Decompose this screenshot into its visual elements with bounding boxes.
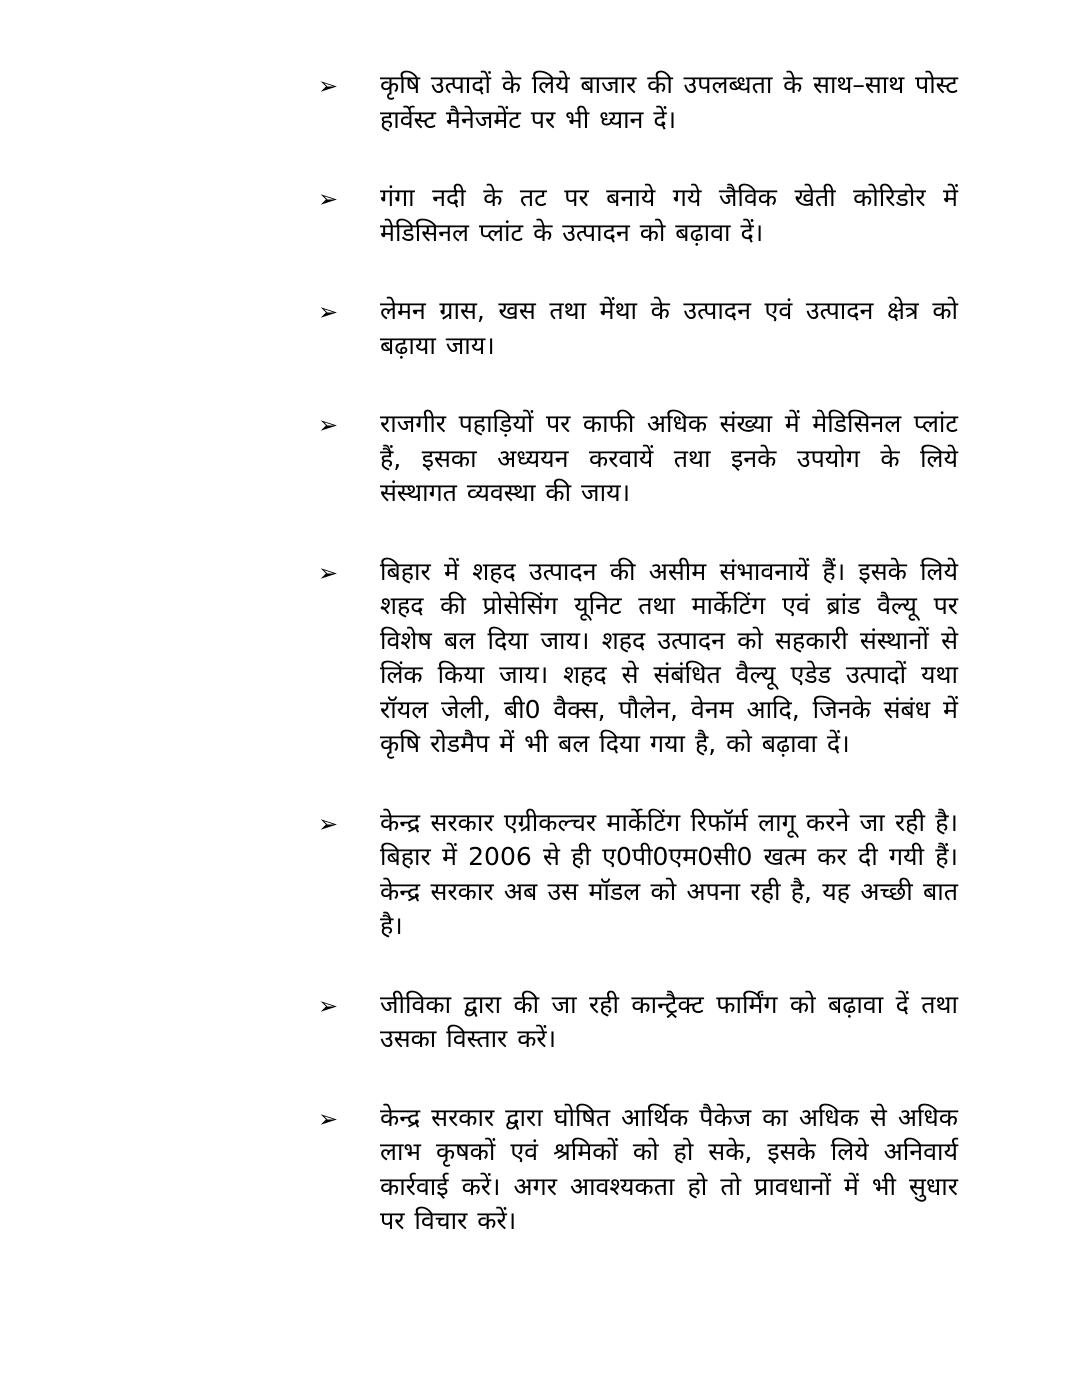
- list-item-text: गंगा नदी के तट पर बनाये गये जैविक खेती कोरिडोर में मेडिसिनल प्लांट के उत्पादन को बढ़ावा दें।: [380, 183, 958, 247]
- arrow-bullet-icon: ➢: [318, 991, 339, 1020]
- list-item-text: राजगीर पहाड़ियों पर काफी अधिक संख्या में मेडिसिनल प्लांट हैं, इसका अध्ययन करवायें तथा इनके उपयोग के लिये संस्थागत व्यवस्था की जाय।: [380, 409, 958, 507]
- arrow-bullet-icon: ➢: [318, 72, 339, 100]
- list-item: [318, 806, 958, 944]
- list-item-text: जीविका द्वारा की जा रही कान्ट्रैक्ट फार्मिंग को बढ़ावा दें तथा उसका विस्तार करें।: [380, 989, 958, 1053]
- arrow-bullet-icon: ➢: [318, 411, 339, 439]
- list-item-text: केन्द्र सरकार एग्रीकल्चर मार्केटिंग रिफॉर्म लागू करने जा रही है। बिहार में 2006 से ही ए0पी0एम0सी0 खत्म कर दी गयी हैं। केन्द्र सरकार अब उस मॉडल को अपना रही है, यह अच्छी बात है।: [380, 807, 958, 940]
- list-item: [318, 555, 958, 762]
- arrow-bullet-icon: ➢: [318, 298, 339, 326]
- list-item-text: बिहार में शहद उत्पादन की असीम संभावनायें हैं। इसके लिये शहद की प्रोसेसिंग यूनिट तथा मार्केटिंग एवं ब्रांड वैल्यू पर विशेष बल दिया जाय। शहद उत्पादन को सहकारी संस्थानों से लिंक किया जाय। शहद से संबंधित वैल्यू एडेड उत्पादों यथा रॉयल जेली, बी0 वैक्स, पौलेन, वेनम आदि, जिनके संबंध में कृषि रोडमैप में भी बल दिया गया है, को बढ़ावा दें।: [380, 556, 958, 758]
- list-item: [318, 1101, 958, 1239]
- list-item: [318, 407, 958, 511]
- arrow-bullet-icon: ➢: [318, 185, 339, 213]
- list-item-text: लेमन ग्रास, खस तथा मेंथा के उत्पादन एवं उत्पादन क्षेत्र को बढ़ाया जाय।: [380, 296, 958, 360]
- list-item: [318, 181, 958, 250]
- arrow-bullet-icon: ➢: [318, 1104, 339, 1133]
- list-item: [318, 988, 958, 1057]
- arrow-bullet-icon: ➢: [318, 809, 339, 838]
- list-item-text: कृषि उत्पादों के लिये बाजार की उपलब्धता के साथ–साथ पोस्ट हार्वेस्ट मैनेजमेंट पर भी ध्यान दें।: [380, 70, 958, 134]
- list-item: [318, 294, 958, 363]
- arrow-bullet-icon: ➢: [318, 558, 339, 587]
- bullet-list: [318, 68, 958, 1283]
- list-item: [318, 68, 958, 137]
- list-item-text: केन्द्र सरकार द्वारा घोषित आर्थिक पैकेज का अधिक से अधिक लाभ कृषकों एवं श्रमिकों को हो सके, इसके लिये अनिवार्य कार्रवाई करें। अगर आवश्यकता हो तो प्रावधानों में भी सुधार पर विचार करें।: [380, 1102, 958, 1235]
